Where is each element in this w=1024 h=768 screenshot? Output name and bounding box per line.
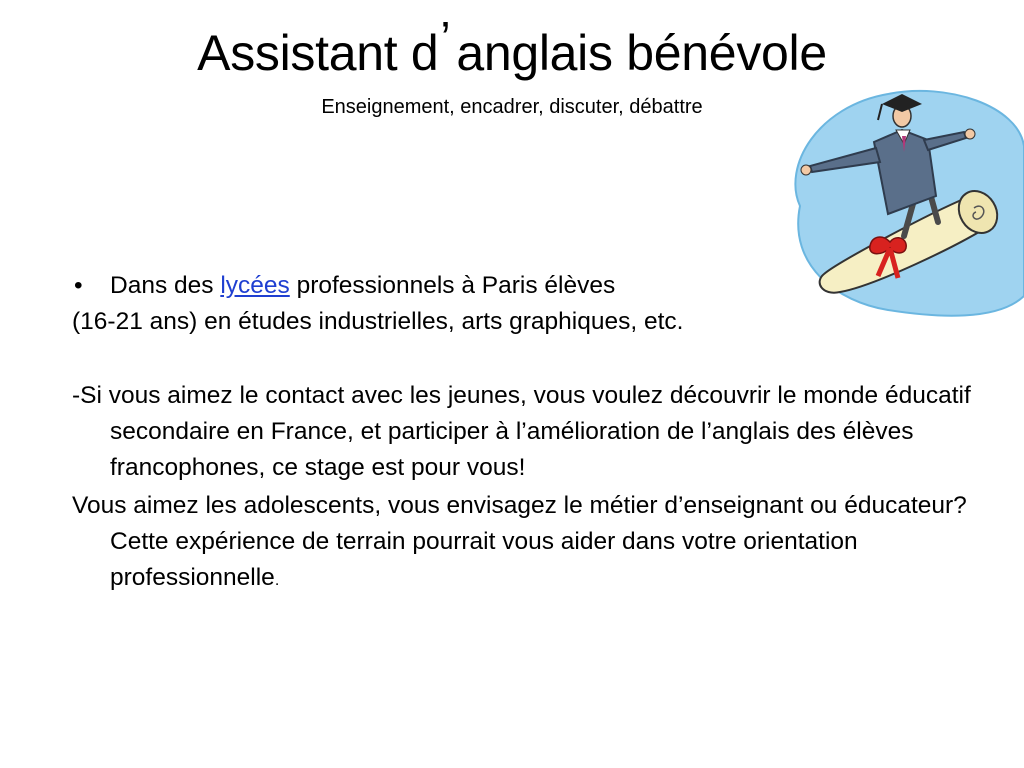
bullet-prefix: Dans des [110,272,221,299]
bullet-suffix: professionnels à Paris élèves [289,272,616,299]
paragraph-adolescents [72,488,972,599]
title-apostrophe: ’ [440,12,451,64]
paragraph-contact: -Si vous aimez le contact avec les jeunes, vous voulez découvrir le monde éducatif secondaire en France, et participer à l’amélioration de l’anglais des élèves francophones, ce stage est pour vous! [72,382,971,481]
slide-subtitle: Enseignement, encadrer, discuter, débattre [321,96,703,118]
title-part1: Assistant d [197,25,439,81]
paragraph-adolescents-text: Vous aimez les adolescents, vous envisagez le métier d’enseignant ou éducateur? Cette expérience de terrain pourrait vous aider dans votre orientation professionnelle [72,492,967,591]
title-part2: anglais bénévole [456,25,827,81]
bullet-icon: • [74,272,83,299]
spacer [72,340,972,378]
age-line: (16-21 ans) en études industrielles, arts graphiques, etc. [72,308,684,335]
paragraph-adolescents-end: . [274,572,280,589]
slide-title [0,12,1024,85]
slide-body [72,268,972,599]
lycees-link[interactable]: lycées [220,272,290,299]
bullet-item [72,268,972,304]
